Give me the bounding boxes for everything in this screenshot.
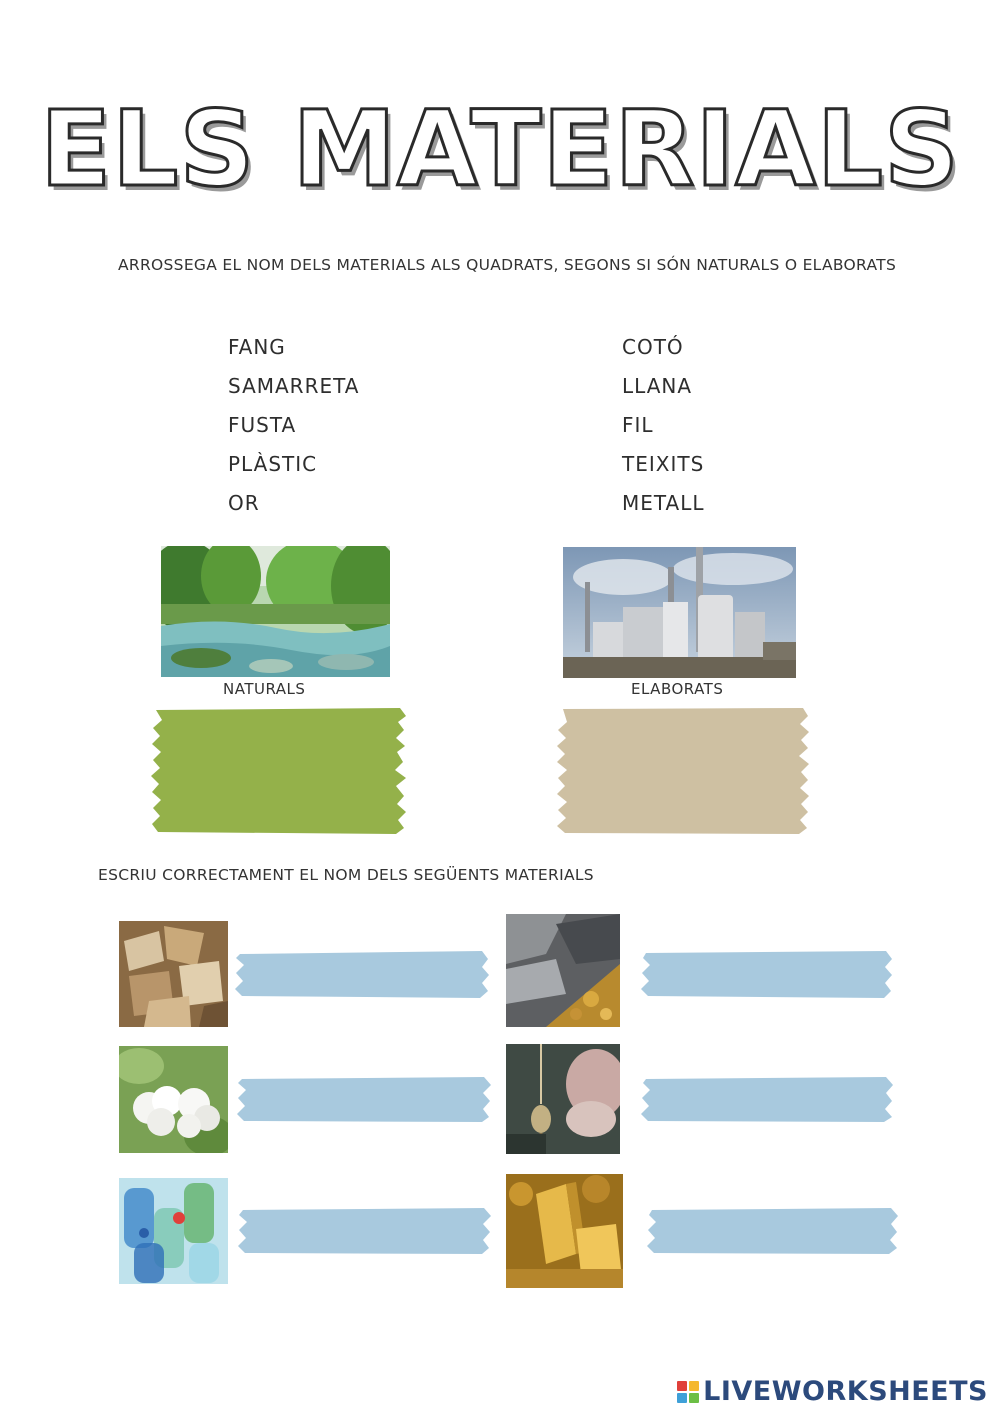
answer-field-gold[interactable] <box>646 1208 898 1254</box>
metal-gold-image <box>506 914 620 1027</box>
liveworksheets-icon <box>677 1381 699 1403</box>
wood-chips-image <box>119 921 228 1027</box>
brand-name: LIVEWORKSHEETS <box>703 1376 988 1407</box>
word-bank-item[interactable]: FUSTA <box>228 413 297 437</box>
word-bank-item[interactable]: OR <box>228 491 260 515</box>
word-bank-item[interactable]: PLÀSTIC <box>228 452 318 476</box>
wool-spinning-image <box>506 1044 620 1154</box>
answer-field-cotton[interactable] <box>236 1077 491 1122</box>
word-bank-item[interactable]: FANG <box>228 335 286 359</box>
elaborats-caption: ELABORATS <box>631 680 724 698</box>
factory-photo <box>563 547 796 678</box>
cotton-image <box>119 1046 228 1153</box>
write-instruction: ESCRIU CORRECTAMENT EL NOM DELS SEGÜENTS MATERIALS <box>98 866 594 884</box>
plastic-bottles-image <box>119 1178 228 1284</box>
word-bank-item[interactable]: METALL <box>622 491 705 515</box>
word-bank-item[interactable]: COTÓ <box>622 335 684 359</box>
word-bank-left <box>228 328 359 523</box>
word-bank-item[interactable]: SAMARRETA <box>228 374 360 398</box>
word-bank-item[interactable]: TEIXITS <box>622 452 705 476</box>
answer-field-wool[interactable] <box>640 1077 893 1122</box>
word-bank-item[interactable]: LLANA <box>622 374 693 398</box>
answer-field-plastic[interactable] <box>237 1208 491 1254</box>
gold-bars-image <box>506 1174 623 1288</box>
word-bank-right <box>622 328 705 523</box>
word-bank-item[interactable]: FIL <box>622 413 654 437</box>
naturals-drop-zone[interactable] <box>150 708 408 834</box>
answer-field-wood[interactable] <box>234 951 489 998</box>
answer-field-metal[interactable] <box>640 951 892 998</box>
naturals-caption: NATURALS <box>223 680 306 698</box>
liveworksheets-logo <box>677 1376 988 1407</box>
drag-instruction: ARROSSEGA EL NOM DELS MATERIALS ALS QUADRATS, SEGONS SI SÓN NATURALS O ELABORATS <box>118 256 897 274</box>
nature-photo <box>161 546 390 677</box>
page-title: ELS MATERIALS <box>40 88 960 210</box>
elaborats-drop-zone[interactable] <box>555 708 810 834</box>
